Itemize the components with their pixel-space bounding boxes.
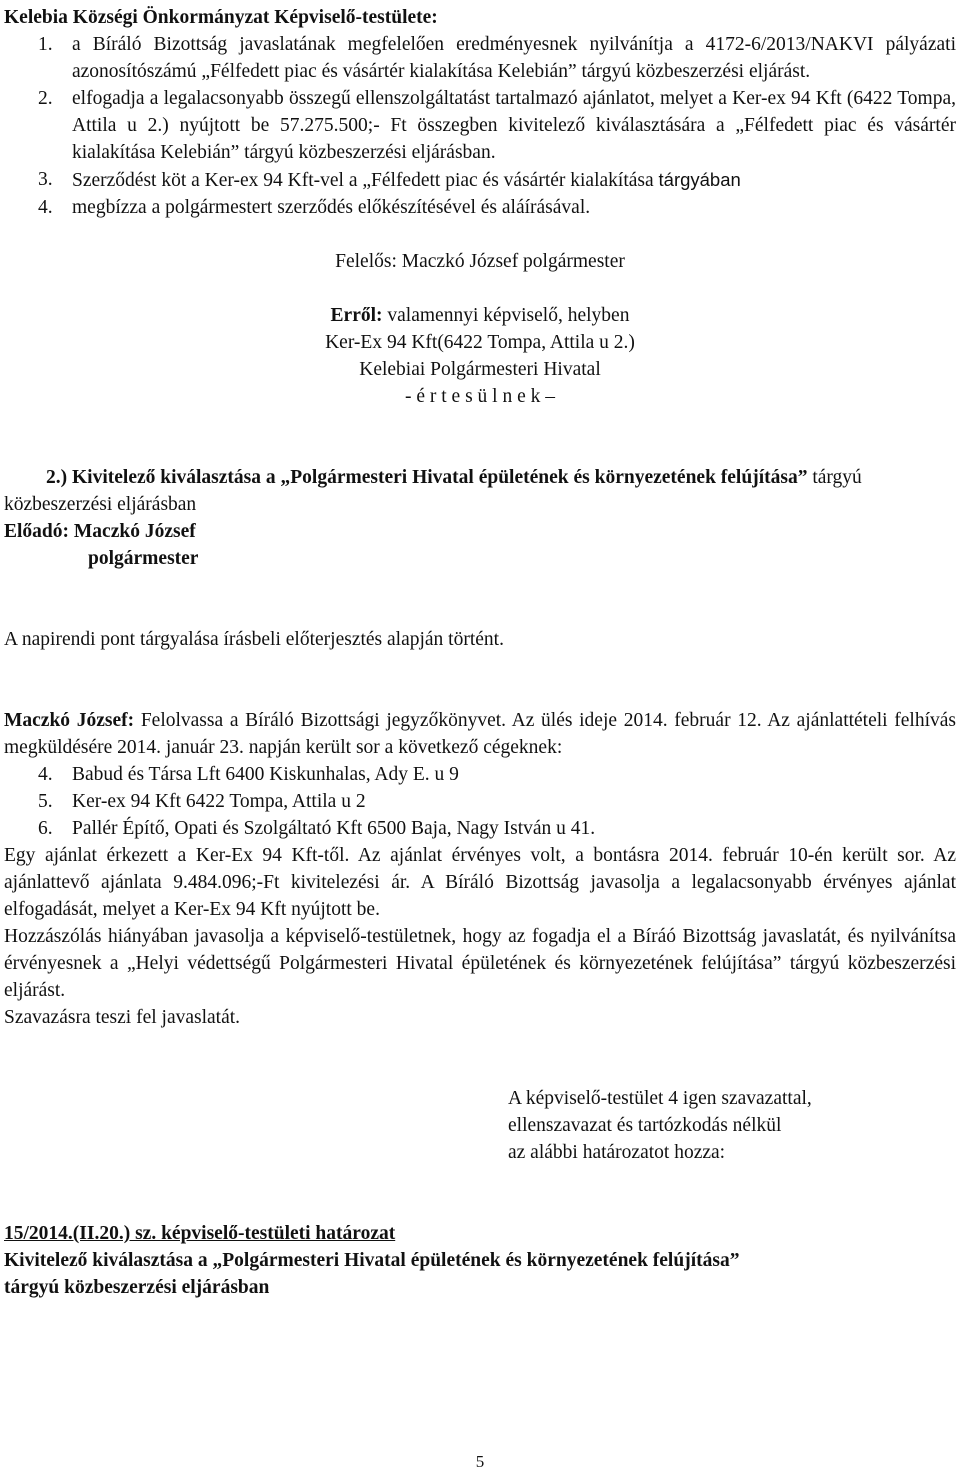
list-item-main: Szerződést köt a Ker-ex 94 Kft-vel a „Félfedett piac és vásártér kialakítása [72, 170, 654, 191]
notify-line-2: Ker-Ex 94 Kft(6422 Tompa, Attila u 2.) [325, 332, 635, 353]
list-item-number: 5. [38, 791, 53, 812]
list-item-number: 4. [38, 197, 53, 218]
agenda-presenter-title: polgármester [88, 548, 199, 569]
list-item-number: 2. [38, 88, 53, 109]
notify-value: valamennyi képviselő, helyben [382, 305, 630, 326]
responsible-label: Felelős [335, 251, 392, 272]
agenda-plain-title: tárgyú közbeszerzési eljárásban [4, 467, 862, 515]
list-item-number: 6. [38, 818, 53, 839]
list-item-number: 1. [38, 34, 53, 55]
list-item-number: 4. [38, 764, 53, 785]
agenda-bold-title: Kivitelező kiválasztása a „Polgármesteri Hivatal épületének és környezetének felújítása” [67, 467, 808, 488]
vote-result-line: az alábbi határozatot hozza: [508, 1142, 726, 1163]
resolution-title: Kivitelező kiválasztása a „Polgármesteri Hivatal épületének és környezetének felújítása” [4, 1250, 740, 1271]
list-item [4, 31, 956, 85]
basis-text: A napirendi pont tárgyalása írásbeli előterjesztés alapján történt. [4, 629, 504, 650]
responsible-value: : Maczkó József polgármester [391, 251, 625, 272]
responsible-line [4, 248, 956, 275]
resolution-number: 15/2014.(II.20.) sz. képviselő-testületi határozat [4, 1223, 396, 1244]
list-item-text: megbízza a polgármestert szerződés előkészítésével és aláírásával. [72, 197, 591, 218]
vote-result [508, 1085, 956, 1166]
agenda-number: 2.) [46, 467, 68, 488]
council-heading: Kelebia Községi Önkormányzat Képviselő-testülete: [4, 7, 438, 28]
speech-paragraph [4, 707, 956, 761]
list-item [4, 815, 956, 842]
company-list [4, 761, 956, 842]
notify-label: Erről: [330, 305, 383, 326]
list-item [4, 85, 956, 166]
list-item-suffix: tárgyában [658, 169, 741, 190]
speaker-name: Maczkó József: [4, 710, 135, 731]
agenda-title [4, 464, 956, 518]
agenda-presenter: Előadó: Maczkó József [4, 521, 196, 542]
notify-line [4, 302, 956, 329]
list-item [4, 166, 956, 194]
offer-paragraph: Egy ajánlat érkezett a Ker-Ex 94 Kft-től. Az ajánlat érvényes volt, a bontásra 2014. február 10-én került sor. Az ajánlattevő ajánlata 9.484.096;-Ft kivitelezési ár. A Bíráló Bizottság javasolja a legalacsonyabb érvényes ajánlat elfogadását, melyet a Ker-Ex 94 Kft nyújtott be. [4, 845, 956, 920]
page-number: 5 [475, 1452, 485, 1471]
vote-result-line: ellenszavazat és tartózkodás nélkül [508, 1115, 782, 1136]
notify-line-4: - é r t e s ü l n e k – [404, 386, 555, 407]
list-item-text: elfogadja a legalacsonyabb összegű ellenszolgáltatást tartalmazó ajánlatot, melyet a Ker-ex 94 Kft (6422 Tompa, Attila u 2.) nyújtott be 57.275.500;- Ft összegben kivitelező kiválasztására a „Félfedett piac és vásártér kialakítása Kelebián” tárgyú közbeszerzési eljárásban. [72, 88, 956, 163]
vote-result-line: A képviselő-testület 4 igen szavazattal, [508, 1088, 812, 1109]
list-item-text [72, 166, 956, 194]
list-item-text: Pallér Építő, Opati és Szolgáltató Kft 6500 Baja, Nagy István u 41. [72, 818, 596, 839]
list-item [4, 788, 956, 815]
list-item [4, 761, 956, 788]
resolution-title-2: tárgyú közbeszerzési eljárásban [4, 1277, 270, 1298]
notify-line-3: Kelebiai Polgármesteri Hivatal [359, 359, 601, 380]
list-item [4, 194, 956, 221]
list-item-text: a Bíráló Bizottság javaslatának megfelelően eredményesnek nyilvánítja a 4172-6/2013/NAKVI pályázati azonosítószámú „Félfedett piac és vásártér kialakítása Kelebián” tárgyú közbeszerzési eljárást. [72, 34, 956, 82]
list-item-text: Ker-ex 94 Kft 6422 Tompa, Attila u 2 [72, 791, 366, 812]
list-item-text: Babud és Társa Lft 6400 Kiskunhalas, Ady E. u 9 [72, 764, 459, 785]
list-item-number: 3. [38, 169, 53, 190]
proposal-paragraph: Hozzászólás hiányában javasolja a képviselő-testületnek, hogy az fogadja el a Bíráó Bizottság javaslatát, és nyilvánítsa érvényesnek a „Helyi védettségű Polgármesteri Hivatal épületének és környezetének felújítása” tárgyú közbeszerzési eljárást. [4, 926, 956, 1001]
speech-text: Felolvassa a Bíráló Bizottsági jegyzőkönyvet. Az ülés ideje 2014. február 12. Az ajánlattételi felhívás megküldésére 2014. január 23. napján került sor a következő cégeknek: [4, 710, 956, 758]
resolution-list-1 [4, 31, 956, 221]
vote-call: Szavazásra teszi fel javaslatát. [4, 1007, 241, 1028]
